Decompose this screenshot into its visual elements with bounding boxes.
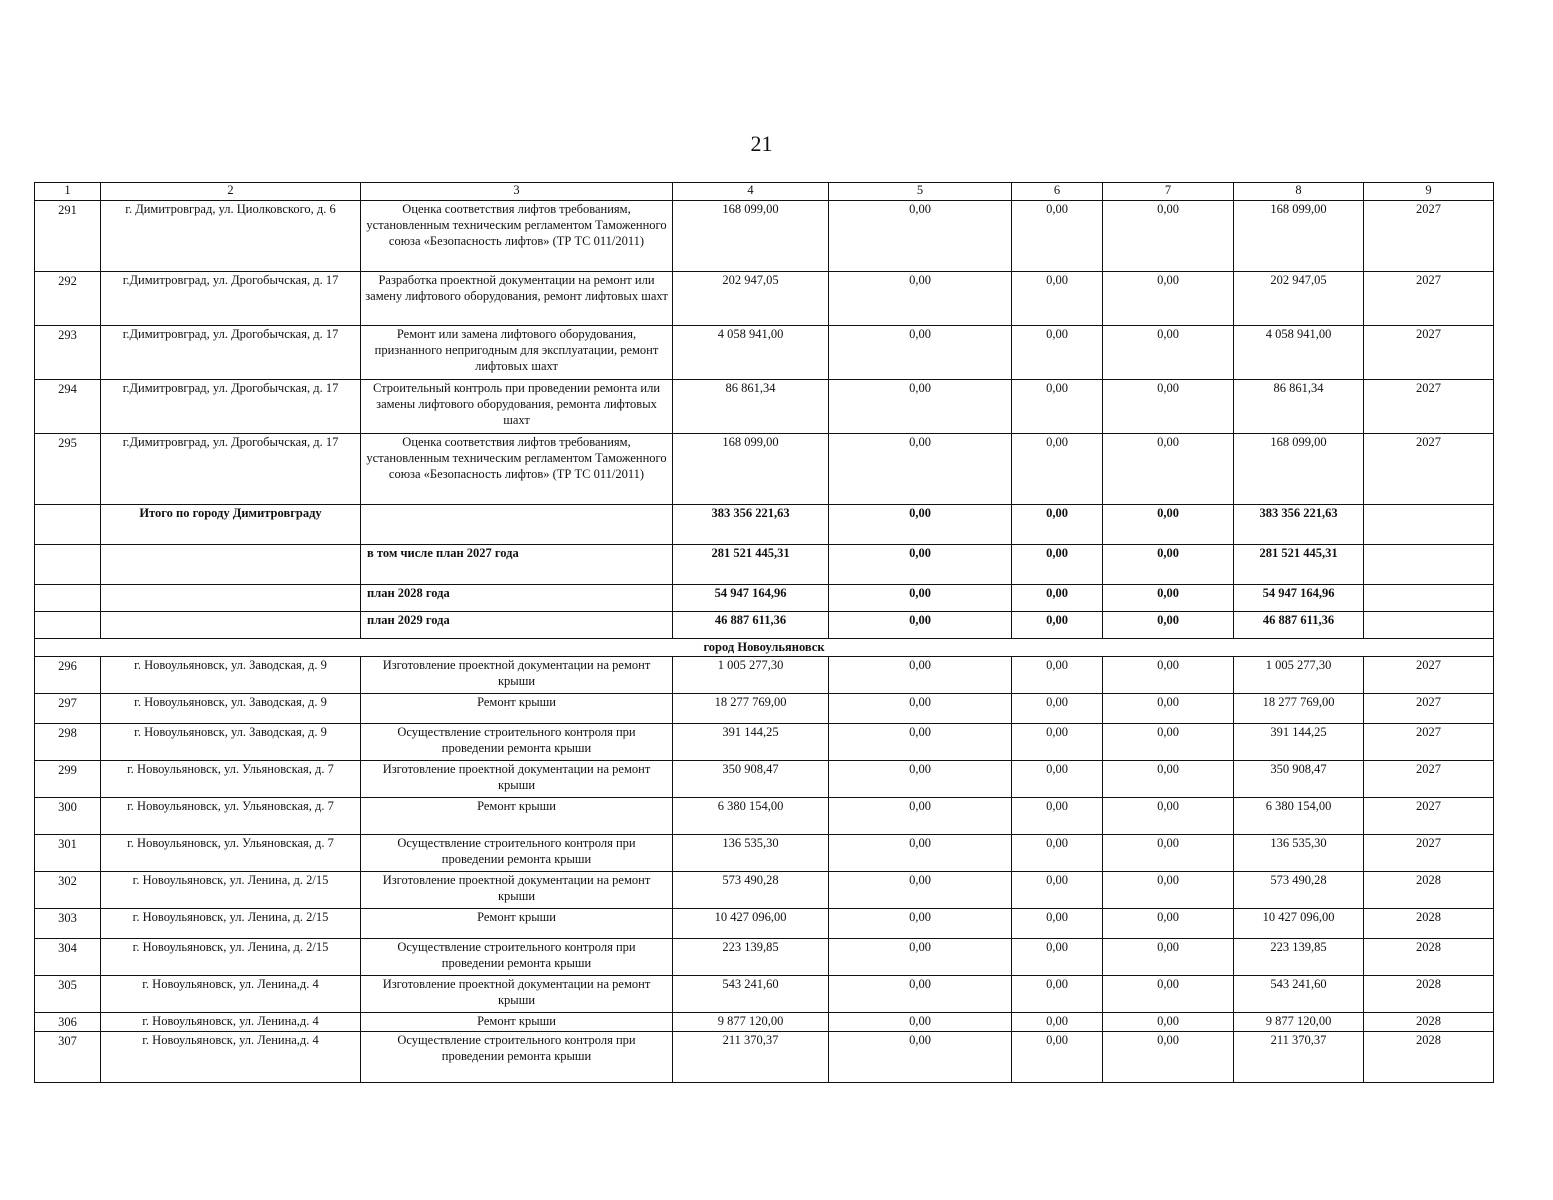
row-number — [35, 585, 101, 612]
table-row — [35, 798, 1494, 835]
owners-funds-cell: 543 241,60 — [1234, 976, 1364, 1013]
fund-cell: 0,00 — [829, 798, 1012, 835]
local-budget-cell: 0,00 — [1103, 1013, 1234, 1032]
table-row — [35, 872, 1494, 909]
row-number: 296 — [35, 657, 101, 694]
total-cost-cell: 202 947,05 — [673, 272, 829, 326]
local-budget-cell: 0,00 — [1103, 380, 1234, 434]
total-cost-cell: 4 058 941,00 — [673, 326, 829, 380]
total-cost-cell: 281 521 445,31 — [673, 545, 829, 585]
owners-funds-cell: 223 139,85 — [1234, 939, 1364, 976]
work-type-cell: Разработка проектной документации на ремонт или замену лифтового оборудования, ремонт лифтовых шахт — [361, 272, 673, 326]
plan-label-cell: план 2029 года — [361, 612, 673, 639]
budget-cell: 0,00 — [1012, 326, 1103, 380]
year-cell: 2028 — [1364, 1013, 1494, 1032]
address-cell: г. Новоульяновск, ул. Ленина,д. 4 — [101, 976, 361, 1013]
budget-cell: 0,00 — [1012, 585, 1103, 612]
table-row — [35, 976, 1494, 1013]
fund-cell: 0,00 — [829, 612, 1012, 639]
column-header: 3 — [361, 183, 673, 201]
fund-cell: 0,00 — [829, 761, 1012, 798]
column-header: 8 — [1234, 183, 1364, 201]
address-cell: г. Новоульяновск, ул. Ленина,д. 4 — [101, 1032, 361, 1083]
local-budget-cell: 0,00 — [1103, 201, 1234, 272]
year-cell: 2027 — [1364, 272, 1494, 326]
budget-cell: 0,00 — [1012, 724, 1103, 761]
column-header: 7 — [1103, 183, 1234, 201]
address-cell: г.Димитровград, ул. Дрогобычская, д. 17 — [101, 272, 361, 326]
total-cost-cell: 54 947 164,96 — [673, 585, 829, 612]
section-row — [35, 639, 1494, 657]
budget-cell: 0,00 — [1012, 939, 1103, 976]
work-type-cell: Изготовление проектной документации на ремонт крыши — [361, 761, 673, 798]
local-budget-cell: 0,00 — [1103, 545, 1234, 585]
row-number — [35, 545, 101, 585]
owners-funds-cell: 168 099,00 — [1234, 201, 1364, 272]
address-cell: г. Новоульяновск, ул. Ульяновская, д. 7 — [101, 761, 361, 798]
fund-cell: 0,00 — [829, 272, 1012, 326]
total-label-cell: Итого по городу Димитровграду — [101, 505, 361, 545]
table-row — [35, 909, 1494, 939]
total-cost-cell: 136 535,30 — [673, 835, 829, 872]
local-budget-cell: 0,00 — [1103, 909, 1234, 939]
local-budget-cell: 0,00 — [1103, 835, 1234, 872]
works-table — [34, 182, 1494, 1083]
owners-funds-cell: 573 490,28 — [1234, 872, 1364, 909]
owners-funds-cell: 46 887 611,36 — [1234, 612, 1364, 639]
owners-funds-cell: 54 947 164,96 — [1234, 585, 1364, 612]
table-row — [35, 835, 1494, 872]
total-cost-cell: 391 144,25 — [673, 724, 829, 761]
budget-cell: 0,00 — [1012, 434, 1103, 505]
owners-funds-cell: 168 099,00 — [1234, 434, 1364, 505]
budget-cell: 0,00 — [1012, 694, 1103, 724]
total-cost-cell: 211 370,37 — [673, 1032, 829, 1083]
year-cell: 2028 — [1364, 1032, 1494, 1083]
total-cost-cell: 9 877 120,00 — [673, 1013, 829, 1032]
row-number: 292 — [35, 272, 101, 326]
fund-cell: 0,00 — [829, 505, 1012, 545]
year-cell: 2028 — [1364, 909, 1494, 939]
year-cell: 2027 — [1364, 694, 1494, 724]
owners-funds-cell: 136 535,30 — [1234, 835, 1364, 872]
address-cell: г. Новоульяновск, ул. Заводская, д. 9 — [101, 657, 361, 694]
owners-funds-cell: 350 908,47 — [1234, 761, 1364, 798]
fund-cell: 0,00 — [829, 724, 1012, 761]
fund-cell: 0,00 — [829, 1032, 1012, 1083]
total-cost-cell: 383 356 221,63 — [673, 505, 829, 545]
row-number: 303 — [35, 909, 101, 939]
total-cost-cell: 168 099,00 — [673, 201, 829, 272]
work-type-cell: Ремонт крыши — [361, 909, 673, 939]
column-number-row — [35, 183, 1494, 201]
total-row — [35, 505, 1494, 545]
plan-label-cell — [361, 505, 673, 545]
address-cell: г.Димитровград, ул. Дрогобычская, д. 17 — [101, 380, 361, 434]
owners-funds-cell: 391 144,25 — [1234, 724, 1364, 761]
table-row — [35, 761, 1494, 798]
work-type-cell: Оценка соответствия лифтов требованиям, установленным техническим регламентом Таможенного союза «Безопасность лифтов» (ТР ТС 011/2011) — [361, 434, 673, 505]
year-cell: 2027 — [1364, 835, 1494, 872]
column-header: 2 — [101, 183, 361, 201]
local-budget-cell: 0,00 — [1103, 694, 1234, 724]
work-type-cell: Ремонт или замена лифтового оборудования, признанного непригодным для эксплуатации, ремонт лифтовых шахт — [361, 326, 673, 380]
total-cost-cell: 543 241,60 — [673, 976, 829, 1013]
column-header: 5 — [829, 183, 1012, 201]
year-cell: 2028 — [1364, 976, 1494, 1013]
fund-cell: 0,00 — [829, 201, 1012, 272]
fund-cell: 0,00 — [829, 909, 1012, 939]
table-row — [35, 694, 1494, 724]
local-budget-cell: 0,00 — [1103, 798, 1234, 835]
owners-funds-cell: 10 427 096,00 — [1234, 909, 1364, 939]
year-cell: 2027 — [1364, 326, 1494, 380]
budget-cell: 0,00 — [1012, 835, 1103, 872]
address-cell: г. Новоульяновск, ул. Ульяновская, д. 7 — [101, 798, 361, 835]
work-type-cell: Ремонт крыши — [361, 798, 673, 835]
owners-funds-cell: 281 521 445,31 — [1234, 545, 1364, 585]
total-cost-cell: 86 861,34 — [673, 380, 829, 434]
row-number: 300 — [35, 798, 101, 835]
fund-cell: 0,00 — [829, 872, 1012, 909]
owners-funds-cell: 6 380 154,00 — [1234, 798, 1364, 835]
local-budget-cell: 0,00 — [1103, 1032, 1234, 1083]
row-number: 293 — [35, 326, 101, 380]
budget-cell: 0,00 — [1012, 1013, 1103, 1032]
address-cell: г. Новоульяновск, ул. Ленина, д. 2/15 — [101, 872, 361, 909]
budget-cell: 0,00 — [1012, 657, 1103, 694]
year-cell: 2028 — [1364, 939, 1494, 976]
fund-cell: 0,00 — [829, 434, 1012, 505]
year-cell — [1364, 585, 1494, 612]
row-number — [35, 612, 101, 639]
address-cell: г. Димитровград, ул. Циолковского, д. 6 — [101, 201, 361, 272]
fund-cell: 0,00 — [829, 545, 1012, 585]
year-cell: 2027 — [1364, 761, 1494, 798]
table-row — [35, 657, 1494, 694]
budget-cell: 0,00 — [1012, 872, 1103, 909]
address-cell: г.Димитровград, ул. Дрогобычская, д. 17 — [101, 434, 361, 505]
address-cell: г. Новоульяновск, ул. Заводская, д. 9 — [101, 694, 361, 724]
local-budget-cell: 0,00 — [1103, 939, 1234, 976]
year-cell — [1364, 545, 1494, 585]
total-row — [35, 585, 1494, 612]
local-budget-cell: 0,00 — [1103, 585, 1234, 612]
table-row — [35, 1032, 1494, 1083]
year-cell — [1364, 612, 1494, 639]
work-type-cell: Изготовление проектной документации на ремонт крыши — [361, 872, 673, 909]
local-budget-cell: 0,00 — [1103, 505, 1234, 545]
budget-cell: 0,00 — [1012, 1032, 1103, 1083]
work-type-cell: Строительный контроль при проведении ремонта или замены лифтового оборудования, ремонта лифтовых шахт — [361, 380, 673, 434]
fund-cell: 0,00 — [829, 380, 1012, 434]
local-budget-cell: 0,00 — [1103, 976, 1234, 1013]
total-row — [35, 545, 1494, 585]
work-type-cell: Оценка соответствия лифтов требованиям, установленным техническим регламентом Таможенного союза «Безопасность лифтов» (ТР ТС 011/2011) — [361, 201, 673, 272]
work-type-cell: Осуществление строительного контроля при проведении ремонта крыши — [361, 939, 673, 976]
total-cost-cell: 10 427 096,00 — [673, 909, 829, 939]
row-number: 302 — [35, 872, 101, 909]
row-number: 305 — [35, 976, 101, 1013]
table-row — [35, 939, 1494, 976]
year-cell: 2027 — [1364, 657, 1494, 694]
year-cell: 2027 — [1364, 201, 1494, 272]
address-cell: г. Новоульяновск, ул. Ульяновская, д. 7 — [101, 835, 361, 872]
owners-funds-cell: 86 861,34 — [1234, 380, 1364, 434]
total-row — [35, 612, 1494, 639]
year-cell: 2027 — [1364, 434, 1494, 505]
plan-label-cell: план 2028 года — [361, 585, 673, 612]
row-number: 301 — [35, 835, 101, 872]
work-type-cell: Ремонт крыши — [361, 694, 673, 724]
page-number: 21 — [750, 131, 773, 156]
budget-cell: 0,00 — [1012, 976, 1103, 1013]
year-cell: 2027 — [1364, 380, 1494, 434]
total-cost-cell: 18 277 769,00 — [673, 694, 829, 724]
row-number — [35, 505, 101, 545]
budget-cell: 0,00 — [1012, 612, 1103, 639]
local-budget-cell: 0,00 — [1103, 657, 1234, 694]
table-row — [35, 201, 1494, 272]
owners-funds-cell: 211 370,37 — [1234, 1032, 1364, 1083]
total-label-cell — [101, 612, 361, 639]
year-cell — [1364, 505, 1494, 545]
total-cost-cell: 350 908,47 — [673, 761, 829, 798]
fund-cell: 0,00 — [829, 585, 1012, 612]
budget-cell: 0,00 — [1012, 761, 1103, 798]
total-cost-cell: 1 005 277,30 — [673, 657, 829, 694]
fund-cell: 0,00 — [829, 694, 1012, 724]
address-cell: г.Димитровград, ул. Дрогобычская, д. 17 — [101, 326, 361, 380]
table-row — [35, 380, 1494, 434]
work-type-cell: Осуществление строительного контроля при проведении ремонта крыши — [361, 835, 673, 872]
owners-funds-cell: 202 947,05 — [1234, 272, 1364, 326]
budget-cell: 0,00 — [1012, 909, 1103, 939]
year-cell: 2027 — [1364, 798, 1494, 835]
fund-cell: 0,00 — [829, 976, 1012, 1013]
budget-cell: 0,00 — [1012, 545, 1103, 585]
owners-funds-cell: 18 277 769,00 — [1234, 694, 1364, 724]
column-header: 6 — [1012, 183, 1103, 201]
year-cell: 2028 — [1364, 872, 1494, 909]
row-number: 297 — [35, 694, 101, 724]
table-row — [35, 434, 1494, 505]
total-label-cell — [101, 545, 361, 585]
row-number: 291 — [35, 201, 101, 272]
work-type-cell: Изготовление проектной документации на ремонт крыши — [361, 657, 673, 694]
owners-funds-cell: 9 877 120,00 — [1234, 1013, 1364, 1032]
local-budget-cell: 0,00 — [1103, 872, 1234, 909]
total-cost-cell: 46 887 611,36 — [673, 612, 829, 639]
local-budget-cell: 0,00 — [1103, 724, 1234, 761]
work-type-cell: Осуществление строительного контроля при проведении ремонта крыши — [361, 724, 673, 761]
row-number: 295 — [35, 434, 101, 505]
row-number: 294 — [35, 380, 101, 434]
table-row — [35, 272, 1494, 326]
row-number: 299 — [35, 761, 101, 798]
budget-cell: 0,00 — [1012, 201, 1103, 272]
local-budget-cell: 0,00 — [1103, 434, 1234, 505]
row-number: 307 — [35, 1032, 101, 1083]
work-type-cell: Изготовление проектной документации на ремонт крыши — [361, 976, 673, 1013]
address-cell: г. Новоульяновск, ул. Заводская, д. 9 — [101, 724, 361, 761]
budget-cell: 0,00 — [1012, 798, 1103, 835]
local-budget-cell: 0,00 — [1103, 272, 1234, 326]
fund-cell: 0,00 — [829, 326, 1012, 380]
budget-cell: 0,00 — [1012, 380, 1103, 434]
owners-funds-cell: 4 058 941,00 — [1234, 326, 1364, 380]
local-budget-cell: 0,00 — [1103, 761, 1234, 798]
budget-cell: 0,00 — [1012, 505, 1103, 545]
fund-cell: 0,00 — [829, 939, 1012, 976]
local-budget-cell: 0,00 — [1103, 326, 1234, 380]
total-cost-cell: 6 380 154,00 — [673, 798, 829, 835]
total-label-cell — [101, 585, 361, 612]
total-cost-cell: 168 099,00 — [673, 434, 829, 505]
row-number: 298 — [35, 724, 101, 761]
fund-cell: 0,00 — [829, 835, 1012, 872]
section-title: город Новоульяновск — [35, 639, 1494, 657]
owners-funds-cell: 1 005 277,30 — [1234, 657, 1364, 694]
address-cell: г. Новоульяновск, ул. Ленина, д. 2/15 — [101, 939, 361, 976]
table-row — [35, 1013, 1494, 1032]
address-cell: г. Новоульяновск, ул. Ленина, д. 2/15 — [101, 909, 361, 939]
year-cell: 2027 — [1364, 724, 1494, 761]
fund-cell: 0,00 — [829, 1013, 1012, 1032]
plan-label-cell: в том числе план 2027 года — [361, 545, 673, 585]
total-cost-cell: 223 139,85 — [673, 939, 829, 976]
row-number: 304 — [35, 939, 101, 976]
table-row — [35, 724, 1494, 761]
work-type-cell: Ремонт крыши — [361, 1013, 673, 1032]
total-cost-cell: 573 490,28 — [673, 872, 829, 909]
budget-cell: 0,00 — [1012, 272, 1103, 326]
address-cell: г. Новоульяновск, ул. Ленина,д. 4 — [101, 1013, 361, 1032]
owners-funds-cell: 383 356 221,63 — [1234, 505, 1364, 545]
table-row — [35, 326, 1494, 380]
work-type-cell: Осуществление строительного контроля при проведении ремонта крыши — [361, 1032, 673, 1083]
local-budget-cell: 0,00 — [1103, 612, 1234, 639]
row-number: 306 — [35, 1013, 101, 1032]
column-header: 4 — [673, 183, 829, 201]
fund-cell: 0,00 — [829, 657, 1012, 694]
column-header: 9 — [1364, 183, 1494, 201]
column-header: 1 — [35, 183, 101, 201]
